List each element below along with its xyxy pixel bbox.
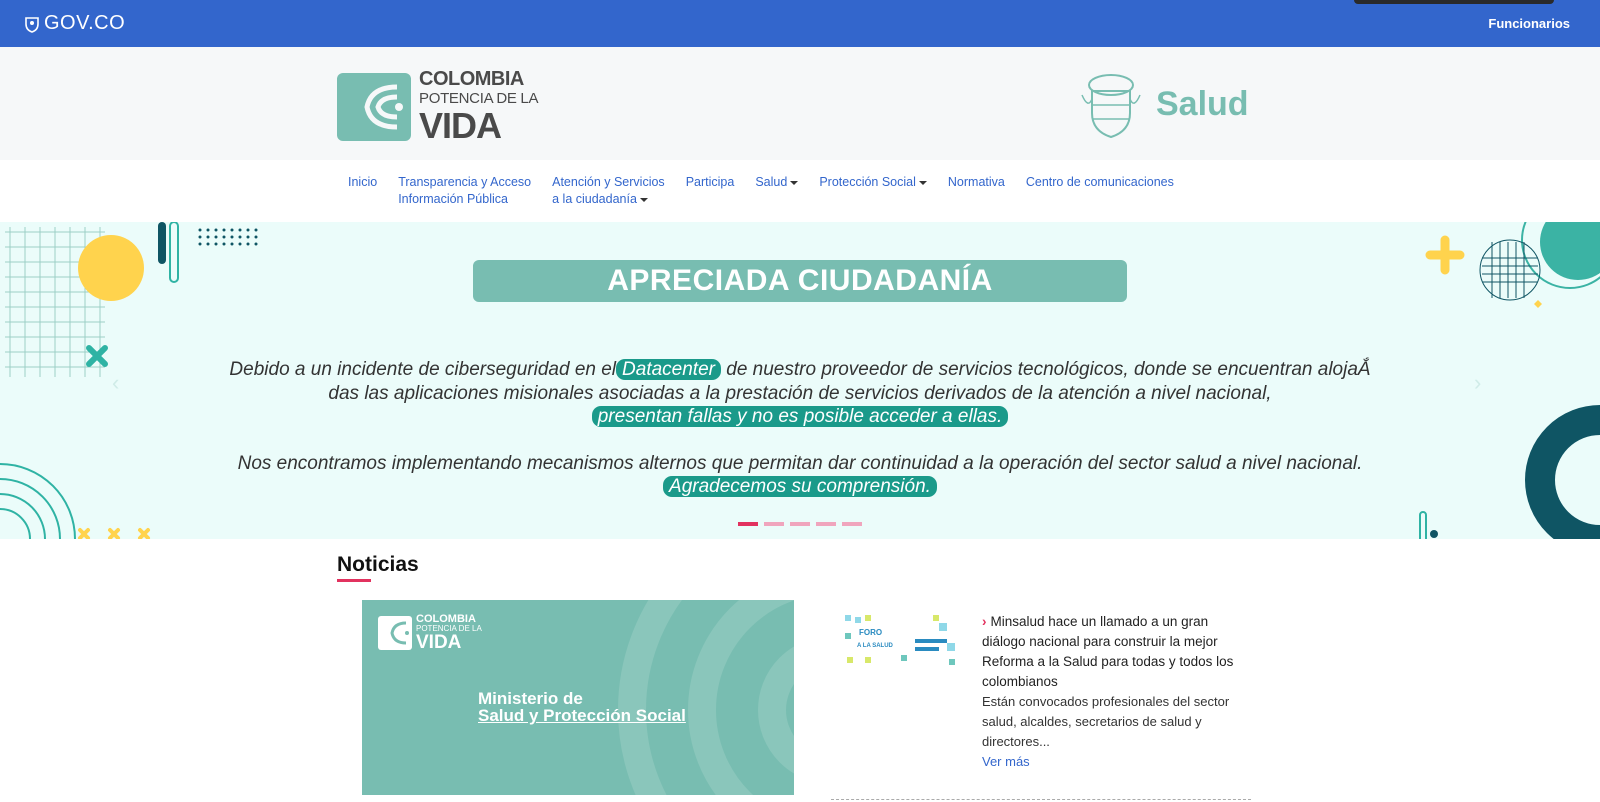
hero-line-1 — [180, 358, 1420, 382]
news-thumbnail[interactable] — [843, 613, 959, 667]
news-item-title: Minsalud hace un llamado a un gran diálogo nacional para construir la mejor Reforma a la Salud para todas y todos los colombianos — [982, 614, 1234, 689]
main-nav — [0, 160, 1600, 222]
nav-item-normativa[interactable] — [948, 174, 1005, 208]
featured-image-brand — [378, 614, 482, 652]
nav-item-label: Normativa — [947, 175, 1005, 189]
salud-wordmark: Salud — [1156, 84, 1249, 123]
nav-item-inicio[interactable] — [348, 174, 377, 208]
nav-item-label: Inicio — [348, 175, 378, 189]
cpv-line1: COLOMBIA — [419, 68, 524, 90]
cpv-line3: VIDA — [419, 105, 502, 146]
salud-logo[interactable] — [1078, 69, 1249, 139]
cpv-waves-icon — [378, 616, 412, 650]
hero-spacer — [180, 429, 1420, 452]
cpv-wordmark — [419, 69, 538, 144]
nav-item-atencion[interactable] — [552, 174, 665, 208]
chevron-down-icon — [919, 181, 927, 185]
hero-highlight-datacenter: Datacenter — [616, 359, 721, 380]
carousel-indicators — [738, 522, 862, 526]
top-strip — [1354, 0, 1554, 4]
site-header — [0, 47, 1600, 160]
cpv-waves-icon — [337, 73, 411, 141]
carousel-indicator[interactable] — [790, 522, 810, 526]
hero-line-4: Nos encontramos implementando mecanismos alternos que permitan dar continuidad a la operación del sector salud a nivel nacional. — [237, 452, 1363, 474]
news-item — [982, 612, 1242, 772]
hero-line-2: das las aplicaciones misionales asociadas a la prestación de servicios derivados de la atención a nivel nacional, — [328, 382, 1272, 404]
noticias-heading: Noticias — [337, 553, 419, 576]
funcionarios-link[interactable]: Funcionarios — [1488, 16, 1570, 31]
colombia-shield-icon — [24, 15, 40, 33]
hero-carousel — [0, 222, 1600, 539]
carousel-next-arrow-icon[interactable]: › — [1474, 370, 1482, 395]
carousel-indicator[interactable] — [816, 522, 836, 526]
featured-brand-line3: VIDA — [416, 632, 462, 653]
thumb-text-salud: A LA SALUD — [857, 643, 893, 649]
featured-brand-line1: COLOMBIA — [416, 613, 476, 625]
nav-item-centro-comunicaciones[interactable] — [1026, 174, 1174, 208]
hero-line-3 — [180, 405, 1420, 429]
govco-bar — [0, 0, 1600, 47]
chevron-right-icon: › — [982, 614, 987, 629]
featured-brand-line2: POTENCIA DE LA — [416, 624, 482, 633]
cpv-line2: POTENCIA DE LA — [419, 90, 539, 107]
thumb-text-foro: FORO — [859, 628, 883, 637]
foro-thumbnail-graphic — [843, 613, 959, 667]
colombia-potencia-logo[interactable] — [337, 69, 538, 144]
chevron-down-icon — [790, 181, 798, 185]
nav-item-label: Protección Social — [819, 175, 916, 189]
featured-news-image[interactable] — [362, 600, 794, 795]
hero-message — [180, 358, 1420, 499]
hero-highlight-fallas: presentan fallas y no es posible acceder a ellas. — [592, 406, 1009, 427]
nav-item-transparencia[interactable] — [398, 174, 531, 208]
nav-item-label-line2: a la ciudadanía — [552, 192, 637, 206]
featured-ministry-name — [478, 690, 686, 724]
govco-logo[interactable] — [24, 12, 125, 35]
news-item-excerpt: Están convocados profesionales del sector salud, alcaldes, secretarios de salud y directores... — [982, 694, 1230, 749]
hero-line-5 — [180, 475, 1420, 499]
carousel-prev-arrow-icon[interactable]: ‹ — [112, 370, 120, 395]
news-item-title-row[interactable] — [982, 612, 1242, 692]
news-divider — [831, 799, 1251, 800]
govco-logo-text: GOV.CO — [44, 12, 126, 34]
news-item-more-link[interactable]: Ver más — [982, 754, 1030, 769]
noticias-underline — [337, 579, 371, 582]
hero-text-after: de nuestro proveedor de servicios tecnológicos, donde se encuentran alojaẮ — [726, 359, 1371, 380]
ministry-line2: Salud y Protección Social — [478, 706, 686, 725]
nav-item-label: Transparencia y Acceso — [398, 175, 532, 189]
carousel-indicator[interactable] — [764, 522, 784, 526]
nav-item-salud[interactable] — [755, 174, 798, 208]
hero-title: APRECIADA CIUDADANÍA — [473, 260, 1127, 302]
nav-item-label-line2: Información Pública — [398, 192, 508, 206]
carousel-indicator[interactable] — [842, 522, 862, 526]
nav-item-label: Atención y Servicios — [552, 175, 665, 189]
nav-item-label: Centro de comunicaciones — [1025, 175, 1174, 189]
nav-item-label: Participa — [685, 175, 735, 189]
hero-text-before: Debido a un incidente de ciberseguridad en el — [229, 359, 617, 380]
chevron-down-icon — [640, 198, 648, 202]
nav-item-label: Salud — [755, 175, 788, 189]
coat-of-arms-icon — [1078, 69, 1144, 139]
ministry-line1: Ministerio de — [478, 689, 583, 708]
carousel-indicator[interactable] — [738, 522, 758, 526]
nav-item-proteccion-social[interactable] — [819, 174, 927, 208]
hero-highlight-agradecemos: Agradecemos su comprensión. — [663, 476, 937, 497]
decorative-shapes-right — [1400, 222, 1600, 539]
nav-item-participa[interactable] — [686, 174, 735, 208]
